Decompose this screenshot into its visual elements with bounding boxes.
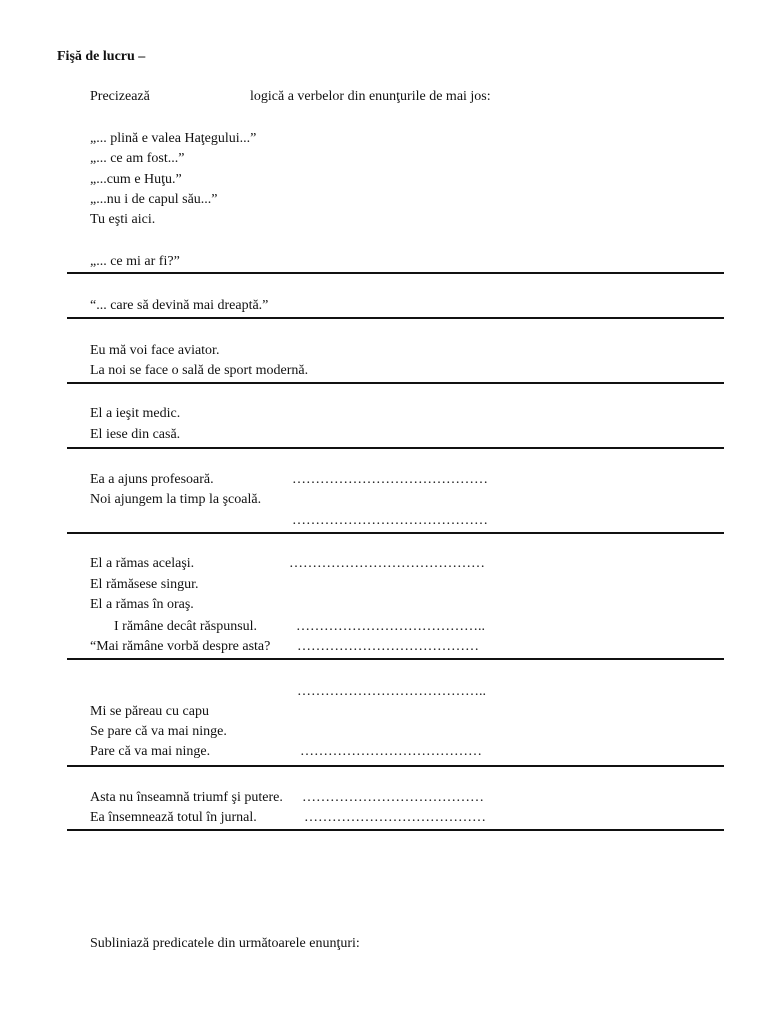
sentence: La noi se face o sală de sport modernă.: [90, 363, 309, 378]
answer-dots: ……………………………………: [292, 513, 488, 528]
sentence: „... ce mi ar fi?”: [90, 254, 180, 269]
sentence: Pare că va mai ninge.: [90, 744, 211, 759]
worksheet-title: Fişă de lucru –: [57, 49, 146, 64]
sentence: El a ieşit medic.: [90, 406, 181, 421]
answer-dots: …………………………………: [304, 810, 486, 825]
section-divider: [67, 272, 724, 274]
sentence: „...nu i de capul său...”: [90, 192, 218, 207]
section-divider: [67, 658, 724, 660]
sentence: Asta nu înseamnă triumf şi putere.: [90, 790, 283, 805]
footer-instruction: Subliniază predicatele din următoarele enunţuri:: [90, 936, 360, 951]
instruction-text-end: logică a verbelor din enunţurile de mai jos:: [250, 89, 491, 104]
sentence: El a rămas acelaşi.: [90, 556, 195, 571]
sentence: Ea însemnează totul în jurnal.: [90, 810, 257, 825]
sentence: „... plină e valea Haţegului...”: [90, 131, 257, 146]
answer-dots: …………………………………: [297, 639, 479, 654]
sentence: Mi se păreau cu capu: [90, 704, 209, 719]
answer-dots: ……………………………………: [292, 472, 488, 487]
section-divider: [67, 317, 724, 319]
sentence: „... ce am fost...”: [90, 151, 185, 166]
section-divider: [67, 532, 724, 534]
answer-dots: …………………………………: [300, 744, 482, 759]
sentence: “Mai rămâne vorbă despre asta?: [90, 639, 271, 654]
sentence: Tu eşti aici.: [90, 212, 156, 227]
sentence: Ea a ajuns profesoară.: [90, 472, 214, 487]
sentence: “... care să devină mai dreaptă.”: [90, 298, 269, 313]
sentence: Eu mă voi face aviator.: [90, 343, 220, 358]
instruction-text-start: Precizează: [90, 89, 150, 104]
answer-dots: …………………………………..: [296, 619, 485, 634]
sentence: El iese din casă.: [90, 427, 181, 442]
sentence: Se pare că va mai ninge.: [90, 724, 227, 739]
section-divider: [67, 447, 724, 449]
section-divider: [67, 382, 724, 384]
section-divider: [67, 829, 724, 831]
answer-dots: ……………………………………: [289, 556, 485, 571]
sentence: Noi ajungem la timp la şcoală.: [90, 492, 262, 507]
sentence: El rămăsese singur.: [90, 577, 199, 592]
sentence: I rămâne decât răspunsul.: [114, 619, 258, 634]
sentence: „...cum e Huţu.”: [90, 172, 182, 187]
section-divider: [67, 765, 724, 767]
answer-dots: …………………………………..: [297, 684, 486, 699]
answer-dots: …………………………………: [302, 790, 484, 805]
sentence: El a rămas în oraş.: [90, 597, 194, 612]
